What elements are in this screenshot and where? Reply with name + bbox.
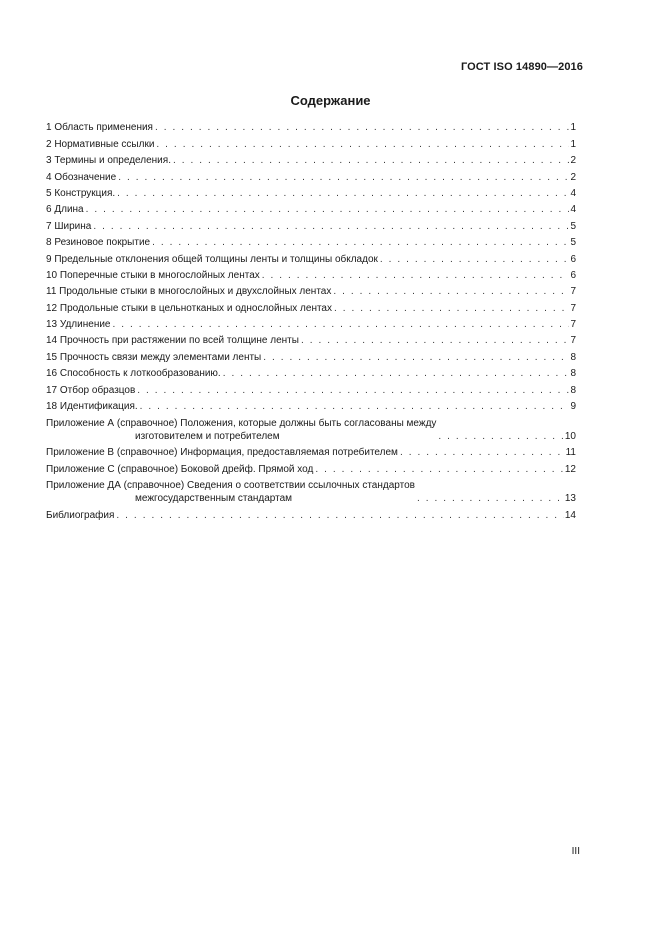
toc-entry[interactable]: [46, 233, 576, 249]
toc-page-number: 1: [570, 138, 576, 150]
toc-page-number: 2: [570, 155, 576, 167]
toc-page-number: 6: [570, 253, 576, 265]
toc-leader-dots: [137, 384, 569, 397]
toc-entry[interactable]: [46, 216, 576, 232]
toc-entry-appendix[interactable]: [46, 459, 576, 475]
toc-page-number: 5: [570, 237, 576, 249]
toc-entry[interactable]: [46, 282, 576, 298]
toc-entry-text: 2 Нормативные ссылки: [46, 138, 155, 150]
toc-leader-dots: [333, 285, 569, 298]
toc-page-number: 6: [570, 269, 576, 281]
toc-entry-text: 6 Длина: [46, 204, 84, 216]
toc-page-number: 1: [570, 122, 576, 134]
toc-page-number: 8: [570, 368, 576, 380]
toc-entry-text: 8 Резиновое покрытие: [46, 237, 151, 249]
toc-entry-text: 7 Ширина: [46, 220, 92, 232]
toc-entry[interactable]: [46, 298, 576, 314]
toc-entry[interactable]: [46, 167, 576, 183]
toc-leader-dots: [118, 171, 569, 184]
toc-entry[interactable]: [46, 266, 576, 282]
toc-entry[interactable]: [46, 151, 576, 167]
toc-leader-dots: [417, 492, 564, 505]
toc-entry-text: 16 Способность к лоткообразованию.: [46, 368, 221, 380]
toc-entry[interactable]: [46, 134, 576, 150]
toc-page-number: 14: [564, 509, 576, 521]
toc-page-number: 4: [570, 204, 576, 216]
toc-entry[interactable]: [46, 331, 576, 347]
toc-page-number: 12: [564, 463, 576, 475]
toc-entry-text-block: [46, 479, 415, 505]
toc-entry[interactable]: [46, 315, 576, 331]
toc-leader-dots: [380, 253, 570, 266]
toc-leader-dots: [116, 509, 563, 522]
toc-entry-bibliography[interactable]: [46, 505, 576, 521]
toc-page-number: 7: [570, 335, 576, 347]
toc-entry-text: 9 Предельные отклонения общей толщины ленты и толщины обкладок: [46, 253, 378, 265]
toc-leader-dots: [112, 318, 569, 331]
toc-entry-text: 12 Продольные стыки в цельнотканых и однослойных лентах: [46, 302, 332, 314]
toc-leader-dots: [156, 138, 569, 151]
toc-entry-text: 17 Отбор образцов: [46, 384, 136, 396]
toc-entry[interactable]: [46, 200, 576, 216]
page-number: III: [571, 846, 580, 857]
toc-entry-appendix[interactable]: [46, 413, 576, 443]
toc-entry-text-block: [46, 417, 436, 443]
toc-entry-text: 3 Термины и определения.: [46, 155, 171, 167]
toc-leader-dots: [223, 367, 570, 380]
toc-leader-dots: [438, 430, 563, 443]
toc-entry-text: 4 Обозначение: [46, 171, 117, 183]
toc-entry[interactable]: [46, 397, 576, 413]
toc-entry-text: 11 Продольные стыки в многослойных и двухслойных лентах: [46, 286, 332, 298]
toc-page-number: 8: [570, 351, 576, 363]
toc-entry-text: Библиография: [46, 509, 115, 521]
toc-page-number: 9: [570, 401, 576, 413]
toc-page-number: 4: [570, 187, 576, 199]
toc-leader-dots: [400, 446, 565, 459]
toc-entry-text: 13 Удлинение: [46, 319, 111, 331]
toc-entry-text: Приложение В (справочное) Информация, предоставляемая потребителем: [46, 447, 398, 459]
toc-entry[interactable]: [46, 347, 576, 363]
toc-entry-continuation: межгосударственным стандартам: [135, 493, 293, 505]
toc-entry-continuation: изготовителем и потребителем: [135, 430, 280, 442]
toc-page-number: 13: [564, 493, 576, 505]
toc-leader-dots: [152, 236, 569, 249]
toc-leader-dots: [140, 400, 570, 413]
toc-entry-text: 14 Прочность при растяжении по всей толщине ленты: [46, 335, 299, 347]
toc-entry-text: 18 Идентификация.: [46, 401, 138, 413]
toc-entry-text: 5 Конструкция.: [46, 187, 116, 199]
toc-leader-dots: [315, 463, 564, 476]
toc-entry-text: Приложение С (справочное) Боковой дрейф. Прямой ход: [46, 463, 314, 475]
toc-title: Содержание: [290, 93, 371, 108]
toc-entry-text: 1 Область применения: [46, 122, 153, 134]
toc-leader-dots: [173, 154, 569, 167]
toc-entry[interactable]: [46, 118, 576, 134]
toc-leader-dots: [117, 187, 569, 200]
toc-entry-text: 15 Прочность связи между элементами ленты: [46, 351, 262, 363]
toc-leader-dots: [263, 351, 569, 364]
toc-page-number: 11: [565, 447, 576, 459]
toc-leader-dots: [334, 302, 569, 315]
toc-entry-text: Приложение А (справочное) Положения, которые должны быть согласованы между: [46, 417, 437, 429]
toc-entry-appendix[interactable]: [46, 476, 576, 506]
toc-page-number: 5: [570, 220, 576, 232]
toc-page-number: 7: [570, 319, 576, 331]
toc-entry-text: 10 Поперечные стыки в многослойных лентах: [46, 269, 260, 281]
toc-page-number: 2: [570, 171, 576, 183]
toc-page-number: 7: [570, 302, 576, 314]
toc-page-number: 8: [570, 384, 576, 396]
toc-leader-dots: [155, 121, 569, 134]
toc-leader-dots: [93, 220, 569, 233]
toc-page-number: 10: [564, 430, 576, 442]
table-of-contents: [46, 118, 576, 522]
toc-leader-dots: [262, 269, 570, 282]
toc-entry[interactable]: [46, 380, 576, 396]
document-code: ГОСТ ISO 14890—2016: [460, 61, 583, 73]
toc-entry-text: Приложение ДА (справочное) Сведения о соответствии ссылочных стандартов: [46, 480, 415, 492]
toc-entry[interactable]: [46, 364, 576, 380]
toc-entry-appendix[interactable]: [46, 443, 576, 459]
toc-entry[interactable]: [46, 249, 576, 265]
toc-page-number: 7: [570, 286, 576, 298]
toc-leader-dots: [86, 203, 570, 216]
toc-leader-dots: [301, 334, 570, 347]
toc-entry[interactable]: [46, 184, 576, 200]
